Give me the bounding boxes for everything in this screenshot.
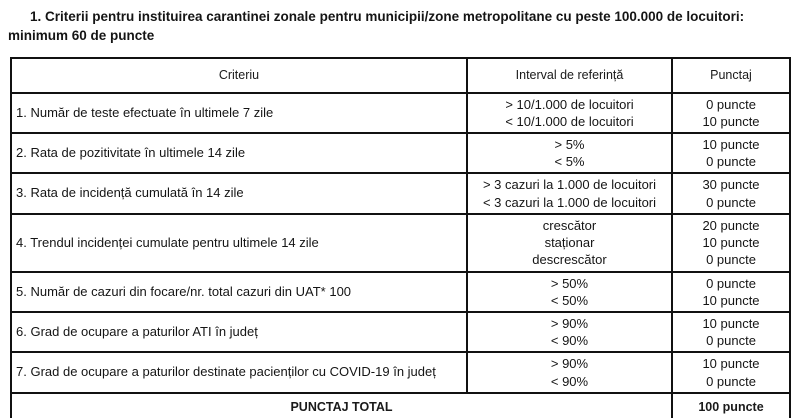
interval-cell (467, 93, 672, 133)
interval-cell (467, 133, 672, 173)
table-row-3 (11, 173, 790, 213)
cell-line: < 10/1.000 de locuitori (505, 113, 634, 129)
cell-line: > 5% (554, 137, 585, 153)
header-criteriu: Criteriu (11, 58, 467, 93)
cell-line: > 3 cazuri la 1.000 de locuitori (482, 177, 657, 193)
punctaj-cell (672, 173, 790, 213)
criteria-table (10, 57, 791, 418)
criteriu-cell: 3. Rata de incidență cumulată în 14 zile (11, 173, 467, 213)
punctaj-cell (672, 272, 790, 312)
cell-line: 10 puncte (702, 235, 760, 251)
interval-cell (467, 312, 672, 352)
interval-cell (467, 173, 672, 213)
cell-line: > 10/1.000 de locuitori (505, 96, 634, 112)
total-value: 100 puncte (672, 393, 790, 418)
cell-line: 30 puncte (702, 177, 760, 193)
criteriu-cell: 2. Rata de pozitivitate în ultimele 14 zile (11, 133, 467, 173)
punctaj-cell (672, 352, 790, 392)
header-punctaj: Punctaj (672, 58, 790, 93)
criteriu-cell: 6. Grad de ocupare a paturilor ATI în județ (11, 312, 467, 352)
cell-line: 0 puncte (706, 275, 756, 291)
table-row-7 (11, 352, 790, 392)
table-row-6 (11, 312, 790, 352)
cell-line: 0 puncte (706, 252, 756, 268)
cell-line: staționar (544, 235, 595, 251)
cell-line: > 90% (550, 356, 589, 372)
cell-line: 0 puncte (706, 154, 756, 170)
cell-line: < 3 cazuri la 1.000 de locuitori (482, 194, 657, 210)
cell-line: 0 puncte (706, 373, 756, 389)
table-row-1 (11, 93, 790, 133)
cell-line: > 90% (550, 316, 589, 332)
cell-line: 10 puncte (702, 113, 760, 129)
cell-line: > 50% (550, 275, 589, 291)
total-label: PUNCTAJ TOTAL (11, 393, 672, 418)
punctaj-cell (672, 214, 790, 272)
cell-line: crescător (542, 217, 597, 233)
cell-line: < 90% (550, 373, 589, 389)
cell-line: 0 puncte (706, 96, 756, 112)
cell-line: 10 puncte (702, 292, 760, 308)
cell-line: descrescător (532, 252, 607, 268)
table-header-row (11, 58, 790, 93)
interval-cell (467, 214, 672, 272)
header-interval-de-referinta: Interval de referință (467, 58, 672, 93)
table-row-5 (11, 272, 790, 312)
punctaj-cell (672, 93, 790, 133)
cell-line: < 50% (550, 292, 589, 308)
criteriu-cell: 1. Număr de teste efectuate în ultimele 7 zile (11, 93, 467, 133)
cell-line: < 5% (554, 154, 585, 170)
punctaj-cell (672, 312, 790, 352)
table-row-2 (11, 133, 790, 173)
cell-line: 10 puncte (702, 356, 760, 372)
cell-line: 10 puncte (702, 137, 760, 153)
criteriu-cell: 4. Trendul incidenței cumulate pentru ultimele 14 zile (11, 214, 467, 272)
cell-line: 0 puncte (706, 333, 756, 349)
punctaj-cell (672, 133, 790, 173)
table-row-4 (11, 214, 790, 272)
interval-cell (467, 352, 672, 392)
cell-line: 20 puncte (702, 217, 760, 233)
page-title: 1. Criterii pentru instituirea carantinei zonale pentru municipii/zone metropolitane cu peste 100.000 de locuitori: minimum 60 de puncte (8, 9, 745, 43)
total-row (11, 393, 790, 418)
cell-line: 10 puncte (702, 316, 760, 332)
cell-line: < 90% (550, 333, 589, 349)
cell-line: 0 puncte (706, 194, 756, 210)
criteriu-cell: 5. Număr de cazuri din focare/nr. total cazuri din UAT* 100 (11, 272, 467, 312)
interval-cell (467, 272, 672, 312)
criteriu-cell: 7. Grad de ocupare a paturilor destinate pacienților cu COVID-19 în județ (11, 352, 467, 392)
